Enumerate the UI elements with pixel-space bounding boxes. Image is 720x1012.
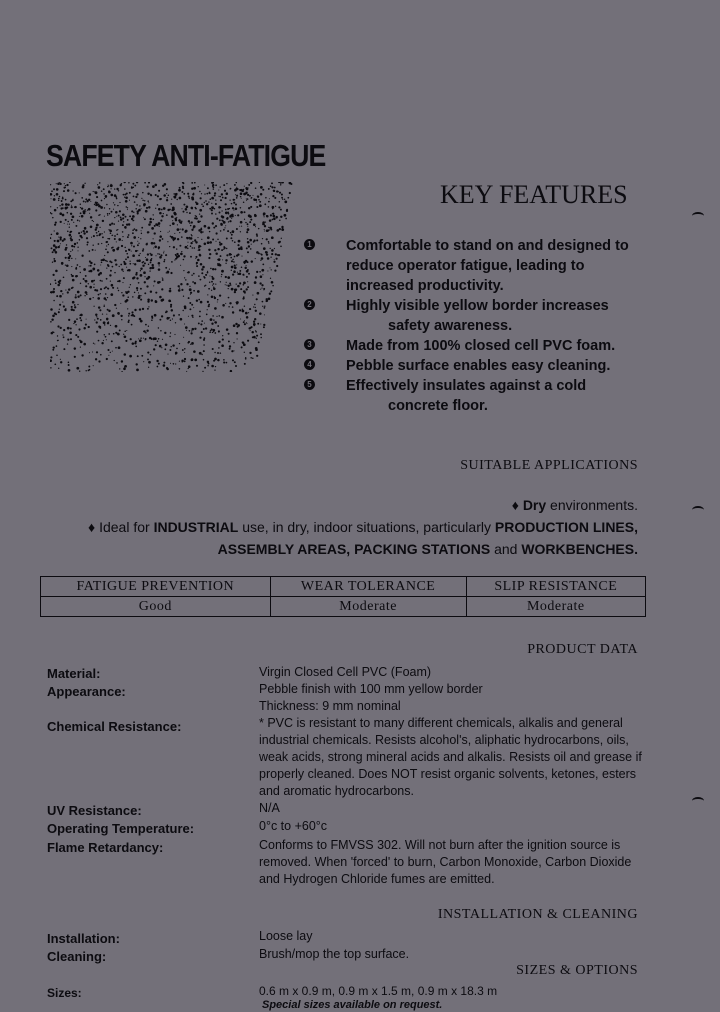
table-cell: Good — [41, 597, 271, 617]
uv-resistance-label: UV Resistance: — [47, 803, 142, 818]
cleaning-label: Cleaning: — [47, 949, 107, 964]
sizes-label: Sizes: — [47, 986, 82, 1000]
installation-heading: INSTALLATION & CLEANING — [437, 907, 638, 922]
diamond-bullet-icon: ♦ — [88, 519, 96, 535]
feature-number-icon: 2 — [304, 299, 315, 310]
material-label: Material: — [47, 666, 101, 681]
binder-hole-mark — [692, 797, 704, 805]
table-header-cell: SLIP RESISTANCE — [466, 577, 645, 597]
binder-hole-mark — [692, 212, 704, 220]
table-row — [41, 577, 646, 597]
operating-temperature-label: Operating Temperature: — [47, 821, 195, 836]
table-cell: Moderate — [466, 597, 645, 617]
applications-heading: SUITABLE APPLICATIONS — [460, 458, 638, 473]
sizes-value: 0.6 m x 0.9 m, 0.9 m x 1.5 m, 0.9 m x 18.3 m — [259, 984, 498, 998]
chemical-resistance-value: * PVC is resistant to many different chemicals, alkalis and general industrial chemicals. Resists alcohol's, aliphatic hydrocarbons, oils, weak acids, strong mineral acids and alkalis. Resists oil and grease if properly cleaned. Does NOT resist organic solvents, ketones, esters and aromatic hydrocarbons. — [259, 716, 642, 798]
appearance-value: Pebble finish with 100 mm yellow border — [259, 682, 483, 696]
installation-value: Loose lay — [259, 929, 313, 943]
table-header-cell: WEAR TOLERANCE — [270, 577, 466, 597]
flame-retardancy-label: Flame Retardancy: — [47, 840, 164, 855]
binder-hole-mark — [692, 506, 704, 514]
operating-temperature-value: 0°c to +60°c — [259, 819, 328, 833]
feature-item: 2 Highly visible yellow border increases safety awareness. — [304, 296, 664, 336]
feature-item: 3 Made from 100% closed cell PVC foam. — [304, 336, 664, 356]
table-header-cell: FATIGUE PREVENTION — [41, 577, 271, 597]
properties-table — [40, 576, 646, 617]
feature-number-icon: 3 — [304, 339, 315, 350]
key-features-heading: KEY FEATURES — [440, 180, 628, 209]
feature-number-icon: 4 — [304, 359, 315, 370]
table-row — [41, 597, 646, 617]
applications-dry: ♦ Dry environments. — [511, 497, 638, 513]
table-cell: Moderate — [270, 597, 466, 617]
uv-resistance-value: N/A — [259, 801, 280, 815]
feature-number-icon: 5 — [304, 379, 315, 390]
feature-item: 5 Effectively insulates against a cold concrete floor. — [304, 376, 664, 416]
feature-item: 1 Comfortable to stand on and designed to reduce operator fatigue, leading to increased productivity. — [304, 236, 664, 296]
thickness-value: Thickness: 9 mm nominal — [259, 699, 401, 713]
diamond-bullet-icon: ♦ — [511, 497, 519, 513]
cleaning-value: Brush/mop the top surface. — [259, 947, 410, 961]
feature-number-icon: 1 — [304, 239, 315, 250]
product-data-heading: PRODUCT DATA — [527, 642, 638, 657]
sizes-heading: SIZES & OPTIONS — [516, 963, 638, 978]
chemical-resistance-label: Chemical Resistance: — [47, 719, 182, 734]
appearance-label: Appearance: — [47, 684, 126, 699]
material-value: Virgin Closed Cell PVC (Foam) — [259, 665, 432, 679]
feature-item: 4 Pebble surface enables easy cleaning. — [304, 356, 664, 376]
mat-texture-image — [50, 182, 295, 372]
installation-label: Installation: — [47, 931, 120, 946]
applications-ideal: ♦ Ideal for INDUSTRIAL use, in dry, indoor situations, particularly PRODUCTION LINES, ASSEMBLY AREAS, PACKING STATIONS and WORKBENCHES. — [38, 516, 638, 560]
page-title: SAFETY ANTI-FATIGUE — [46, 138, 326, 173]
special-sizes-note: Special sizes available on request. — [262, 999, 443, 1011]
flame-retardancy-value: Conforms to FMVSS 302. Will not burn after the ignition source is removed. When 'forced' to burn, Carbon Monoxide, Carbon Dioxide and Hydrogen Chloride fumes are emitted. — [259, 838, 632, 886]
